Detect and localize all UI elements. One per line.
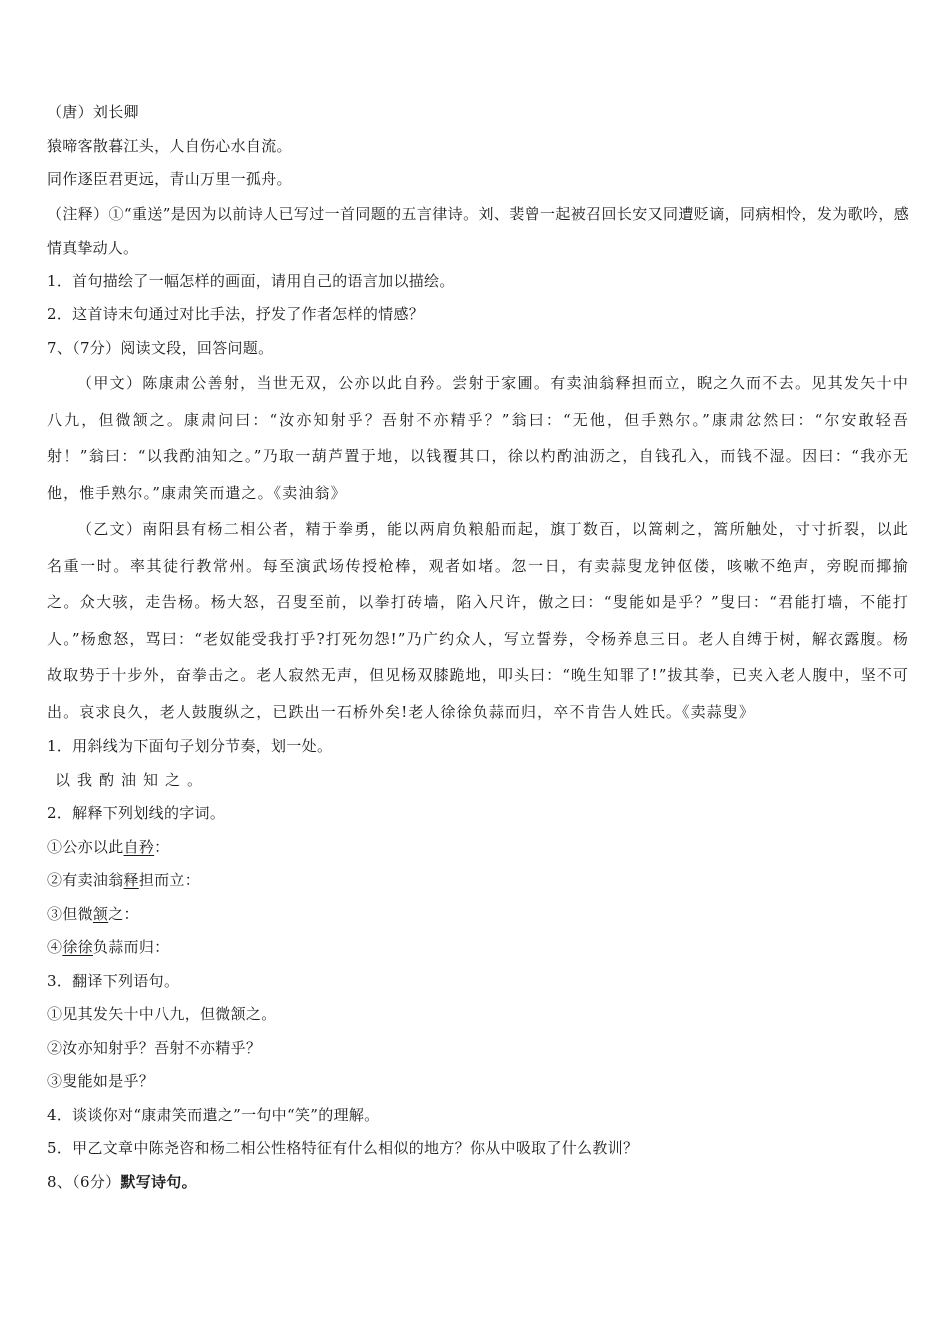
vocab-item-2-prefix: ②有卖油翁 xyxy=(47,871,124,889)
poem-line-2: 同作逐臣君更远，青山万里一孤舟。 xyxy=(47,170,292,188)
poem-author: （唐）刘长卿 xyxy=(47,103,139,121)
poem-line-1: 猿啼客散暮江头，人自伤心水自流。 xyxy=(47,136,292,155)
subquestion-2: 2．解释下列划线的字词。 xyxy=(47,804,226,822)
vocab-item-1-prefix: ①公亦以此 xyxy=(47,837,124,856)
vocab-item-1 xyxy=(47,831,909,865)
subquestion-4: 4．谈谈你对“康肃笑而遣之”一句中“笑”的理解。 xyxy=(47,1105,380,1124)
translate-item-3: ③叟能如是乎？ xyxy=(47,1072,155,1090)
question-8-title: 默写诗句。 xyxy=(120,1172,197,1191)
passage-a: （甲文）陈康肃公善射，当世无双，公亦以此自矜。尝射于家圃。有卖油翁释担而立，睨之久而不去。见其发矢十中八九，但微颔之。康肃问曰：“汝亦知射乎？吾射不亦精乎？”翁曰：“无他，但手熟尔。”康肃忿然曰：“尔安敢轻吾射！”翁曰：“以我酌油知之。”乃取一葫芦置于地，以钱覆其口，徐以杓酌油沥之，自钱孔入，而钱不湿。因曰：“我亦无他，惟手熟尔。”康肃笑而遣之。《卖油翁》 xyxy=(47,374,909,502)
vocab-item-3-suffix: 之： xyxy=(108,904,139,923)
vocab-item-3-word: 颔 xyxy=(92,904,109,923)
poem-question-1: 1．首句描绘了一幅怎样的画面，请用自己的语言加以描绘。 xyxy=(47,271,455,290)
vocab-item-2-suffix: 担而立： xyxy=(138,871,201,889)
vocab-item-3 xyxy=(47,898,909,932)
rhythm-sentence: 以我酌油知之。 xyxy=(55,770,210,789)
subquestion-1: 1．用斜线为下面句子划分节奏，划一处。 xyxy=(47,737,333,755)
poem-note: （注释）①“重送”是因为以前诗人已写过一首同题的五言律诗。刘、裴曾一起被召回长安又同遭贬谪，同病相怜，发为歌吟，感情真挚动人。 xyxy=(47,204,909,257)
subquestion-3: 3．翻译下列语句。 xyxy=(47,971,180,990)
question-7-header: 7、（7分）阅读文段，回答问题。 xyxy=(47,338,274,357)
question-8-label: 8、（6分） xyxy=(47,1172,121,1191)
vocab-item-4-prefix: ④ xyxy=(47,938,63,956)
vocab-item-1-suffix: ： xyxy=(154,837,170,856)
document-page xyxy=(47,96,909,1199)
vocab-item-2 xyxy=(47,864,909,898)
translate-item-2: ②汝亦知射乎？吾射不亦精乎？ xyxy=(47,1038,262,1057)
passage-b: （乙文）南阳县有杨二相公者，精于拳勇，能以两肩负粮船而起，旗丁数百，以篙刺之，篙所触处，寸寸折裂，以此名重一时。率其徒行教常州。每至演武场传授枪棒，观者如堵。忽一日，有卖蒜叟龙钟伛偻，咳嗽不绝声，旁睨而揶揄之。众大骇，走告杨。杨大怒，召叟至前，以拳打砖墙，陷入尺许，傲之曰：“叟能如是乎？”叟曰：“君能打墙，不能打人。”杨愈怒，骂曰：“老奴能受我打乎?打死勿怨!”乃广约众人，写立誓券，令杨养息三日。老人自缚于树，解衣露腹。杨故取势于十步外，奋拳击之。老人寂然无声，但见杨双膝跪地，叩头曰：“晚生知罪了!”拔其拳，已夹入老人腹中，坚不可出。哀求良久，老人鼓腹纵之，已跌出一石桥外矣!老人徐徐负蒜而归，卒不肯告人姓氏。《卖蒜叟》 xyxy=(47,520,909,721)
subquestion-5: 5．甲乙文章中陈尧咨和杨二相公性格特征有什么相似的地方？你从中吸取了什么教训？ xyxy=(47,1139,639,1157)
vocab-item-1-word: 自矜 xyxy=(123,837,155,856)
poem-question-2: 2．这首诗末句通过对比手法，抒发了作者怎样的情感？ xyxy=(47,305,425,323)
vocab-item-4-suffix: 负蒜而归： xyxy=(92,938,170,956)
translate-item-1: ①见其发矢十中八九，但微颔之。 xyxy=(47,1005,277,1023)
vocab-item-2-word: 释 xyxy=(123,871,139,889)
vocab-item-4-word: 徐徐 xyxy=(62,938,93,956)
vocab-item-4 xyxy=(47,931,909,965)
question-8-header xyxy=(47,1166,909,1200)
vocab-item-3-prefix: ③但微 xyxy=(47,904,93,923)
